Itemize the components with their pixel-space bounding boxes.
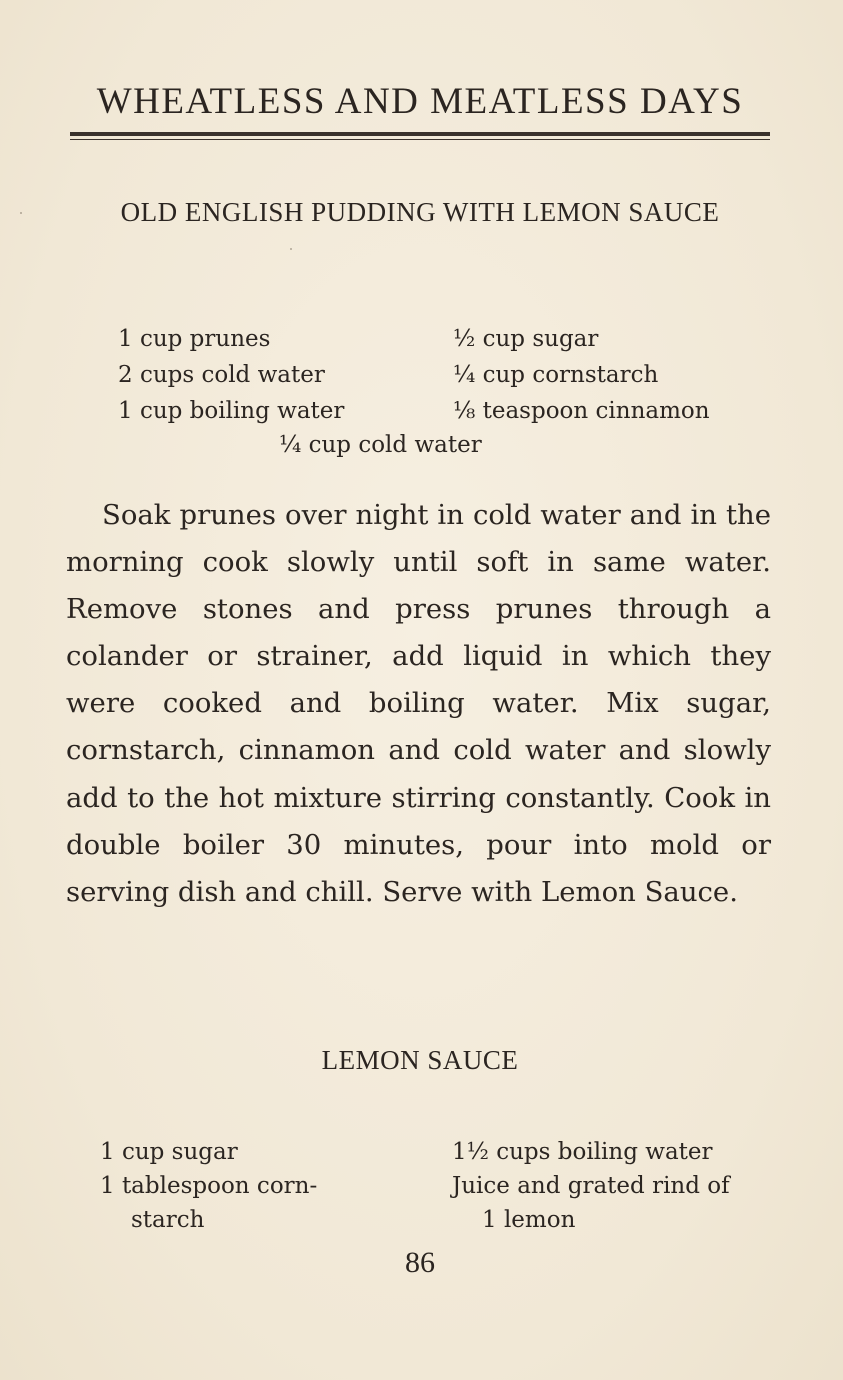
ingredient-item-center: ¼ cup cold water [279,432,482,458]
ingredient-item: 1 cup boiling water [118,398,345,424]
sauce-ingredient-item: starch [131,1207,205,1233]
ingredients-right-column [453,321,710,429]
ingredient-item: ⅛ teaspoon cinnamon [453,398,710,424]
sauce-ingredient-item: 1 lemon [482,1207,576,1233]
sauce-ingredient-item: 1 cup sugar [100,1139,238,1165]
sauce-ingredient-item: Juice and grated rind of [452,1173,730,1199]
ingredient-item: ¼ cup cornstarch [453,362,659,388]
page-number: 86 [405,1246,435,1279]
running-head: WHEATLESS AND MEATLESS DAYS [96,81,744,122]
paper-speck [290,248,292,250]
ingredients-left-column [118,321,344,429]
recipe-instructions: Soak prunes over night in cold water and in the morning cook slowly until soft in same water. Remove stones and press prunes through a colander or strainer, add liquid in which they were cooked and boiling water. Mix sugar, cornstarch, cinnamon and cold water and slowly add to the hot mixture stirring constantly. Cook in double boiler 30 minutes, pour into mold or serving dish and chill. Serve with Lemon Sauce. [66,499,771,908]
sauce-title: LEMON SAUCE [321,1045,519,1075]
sauce-ingredients-right-column [452,1135,730,1237]
sauce-ingredient-item: 1 tablespoon corn- [100,1173,318,1199]
header-rule-thick [70,132,770,136]
sauce-ingredients-left-column [100,1135,317,1237]
paper-speck [20,212,22,214]
ingredient-item: 2 cups cold water [118,362,325,388]
sauce-ingredient-item: 1½ cups boiling water [452,1139,713,1165]
recipe-title: OLD ENGLISH PUDDING WITH LEMON SAUCE [120,197,720,227]
header-rule-thin [70,139,770,140]
ingredient-item: 1 cup prunes [118,326,271,352]
ingredient-item: ½ cup sugar [453,326,599,352]
